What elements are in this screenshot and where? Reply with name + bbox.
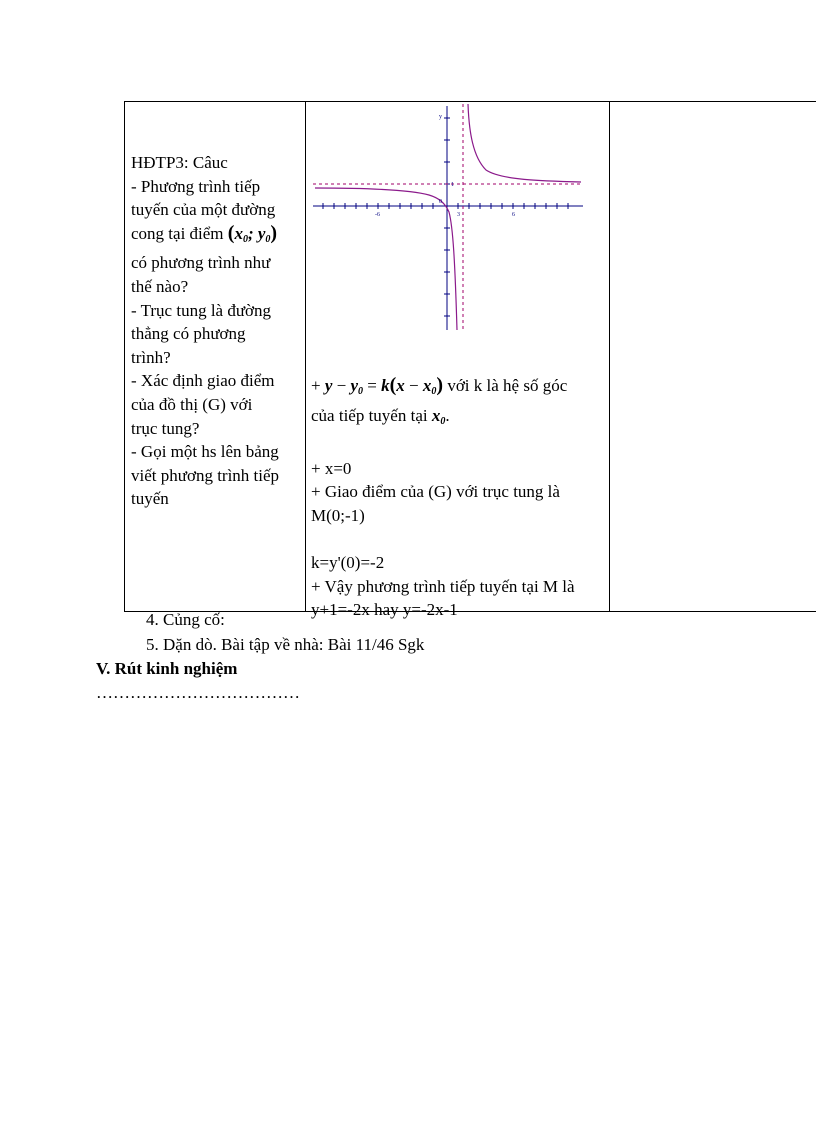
middle-line: + x=0: [311, 458, 352, 478]
middle-line: M(0;-1): [311, 505, 365, 525]
left-line: thế nào?: [131, 276, 189, 296]
dotted-line: ………………………………: [96, 683, 300, 702]
hyperbola-graph: [311, 102, 587, 334]
left-line: thẳng có phương: [131, 324, 246, 344]
middle-line: y+1=-2x hay y=-2x-1: [311, 600, 458, 620]
tick-label: -6: [375, 212, 380, 218]
left-line: tuyến: [131, 489, 169, 509]
tick-label: 6: [512, 212, 515, 218]
left-line: trục tung?: [131, 418, 200, 438]
item-5: 5. Dặn dò. Bài tập về nhà: Bài 11/46 Sgk: [146, 635, 425, 654]
middle-line: + Vậy phương trình tiếp tuyến tại M là: [311, 576, 575, 596]
left-line: có phương trình như: [131, 253, 271, 273]
middle-cell-text: + $y - y_0 = k(x - x_0)$ với k là hệ số góc của tiếp tuyến tại $x_0$. + x=0 + Giao điểm của (G) với trục tung là M(0;-1) k=y'(0)=-2 + Vậy phương trình tiếp tuyến tại M là y+1=-2x hay y=-2x-1: [311, 374, 575, 620]
item-4: 4. Củng cố:: [146, 610, 225, 629]
left-line: HĐTP3: Câuc: [131, 153, 228, 172]
column-divider-2: [609, 102, 610, 611]
left-line: - Phương trình tiếp: [131, 176, 261, 196]
y-mark-label: 1: [451, 182, 454, 188]
column-divider-1: [305, 102, 306, 611]
middle-line: + Giao điểm của (G) với trục tung là: [311, 482, 560, 502]
y-axis-label: y: [439, 114, 442, 120]
origin-label: 0: [439, 199, 442, 205]
section-heading: V. Rút kinh nghiệm: [96, 659, 238, 678]
left-line: viết phương trình tiếp: [131, 465, 280, 485]
point-notation: ($x_0$; $y_0$): [227, 221, 278, 245]
x0-notation: $x_0$: [431, 405, 446, 427]
left-line: - Xác định giao điểm: [131, 371, 275, 391]
left-cell-text: [131, 151, 279, 511]
left-line: trình?: [131, 347, 171, 367]
left-line: - Gọi một hs lên bảng: [131, 442, 279, 462]
left-line: - Trục tung là đường: [131, 300, 272, 320]
middle-line: k=y'(0)=-2: [311, 553, 385, 573]
tangent-equation: $y - y_0 = k(x - x_0)$: [324, 374, 444, 397]
tick-label: 3: [457, 212, 460, 218]
left-line: của đồ thị (G) với: [131, 394, 253, 414]
left-line: tuyến của một đường: [131, 200, 276, 220]
left-line: cong tại điểm: [131, 223, 228, 243]
